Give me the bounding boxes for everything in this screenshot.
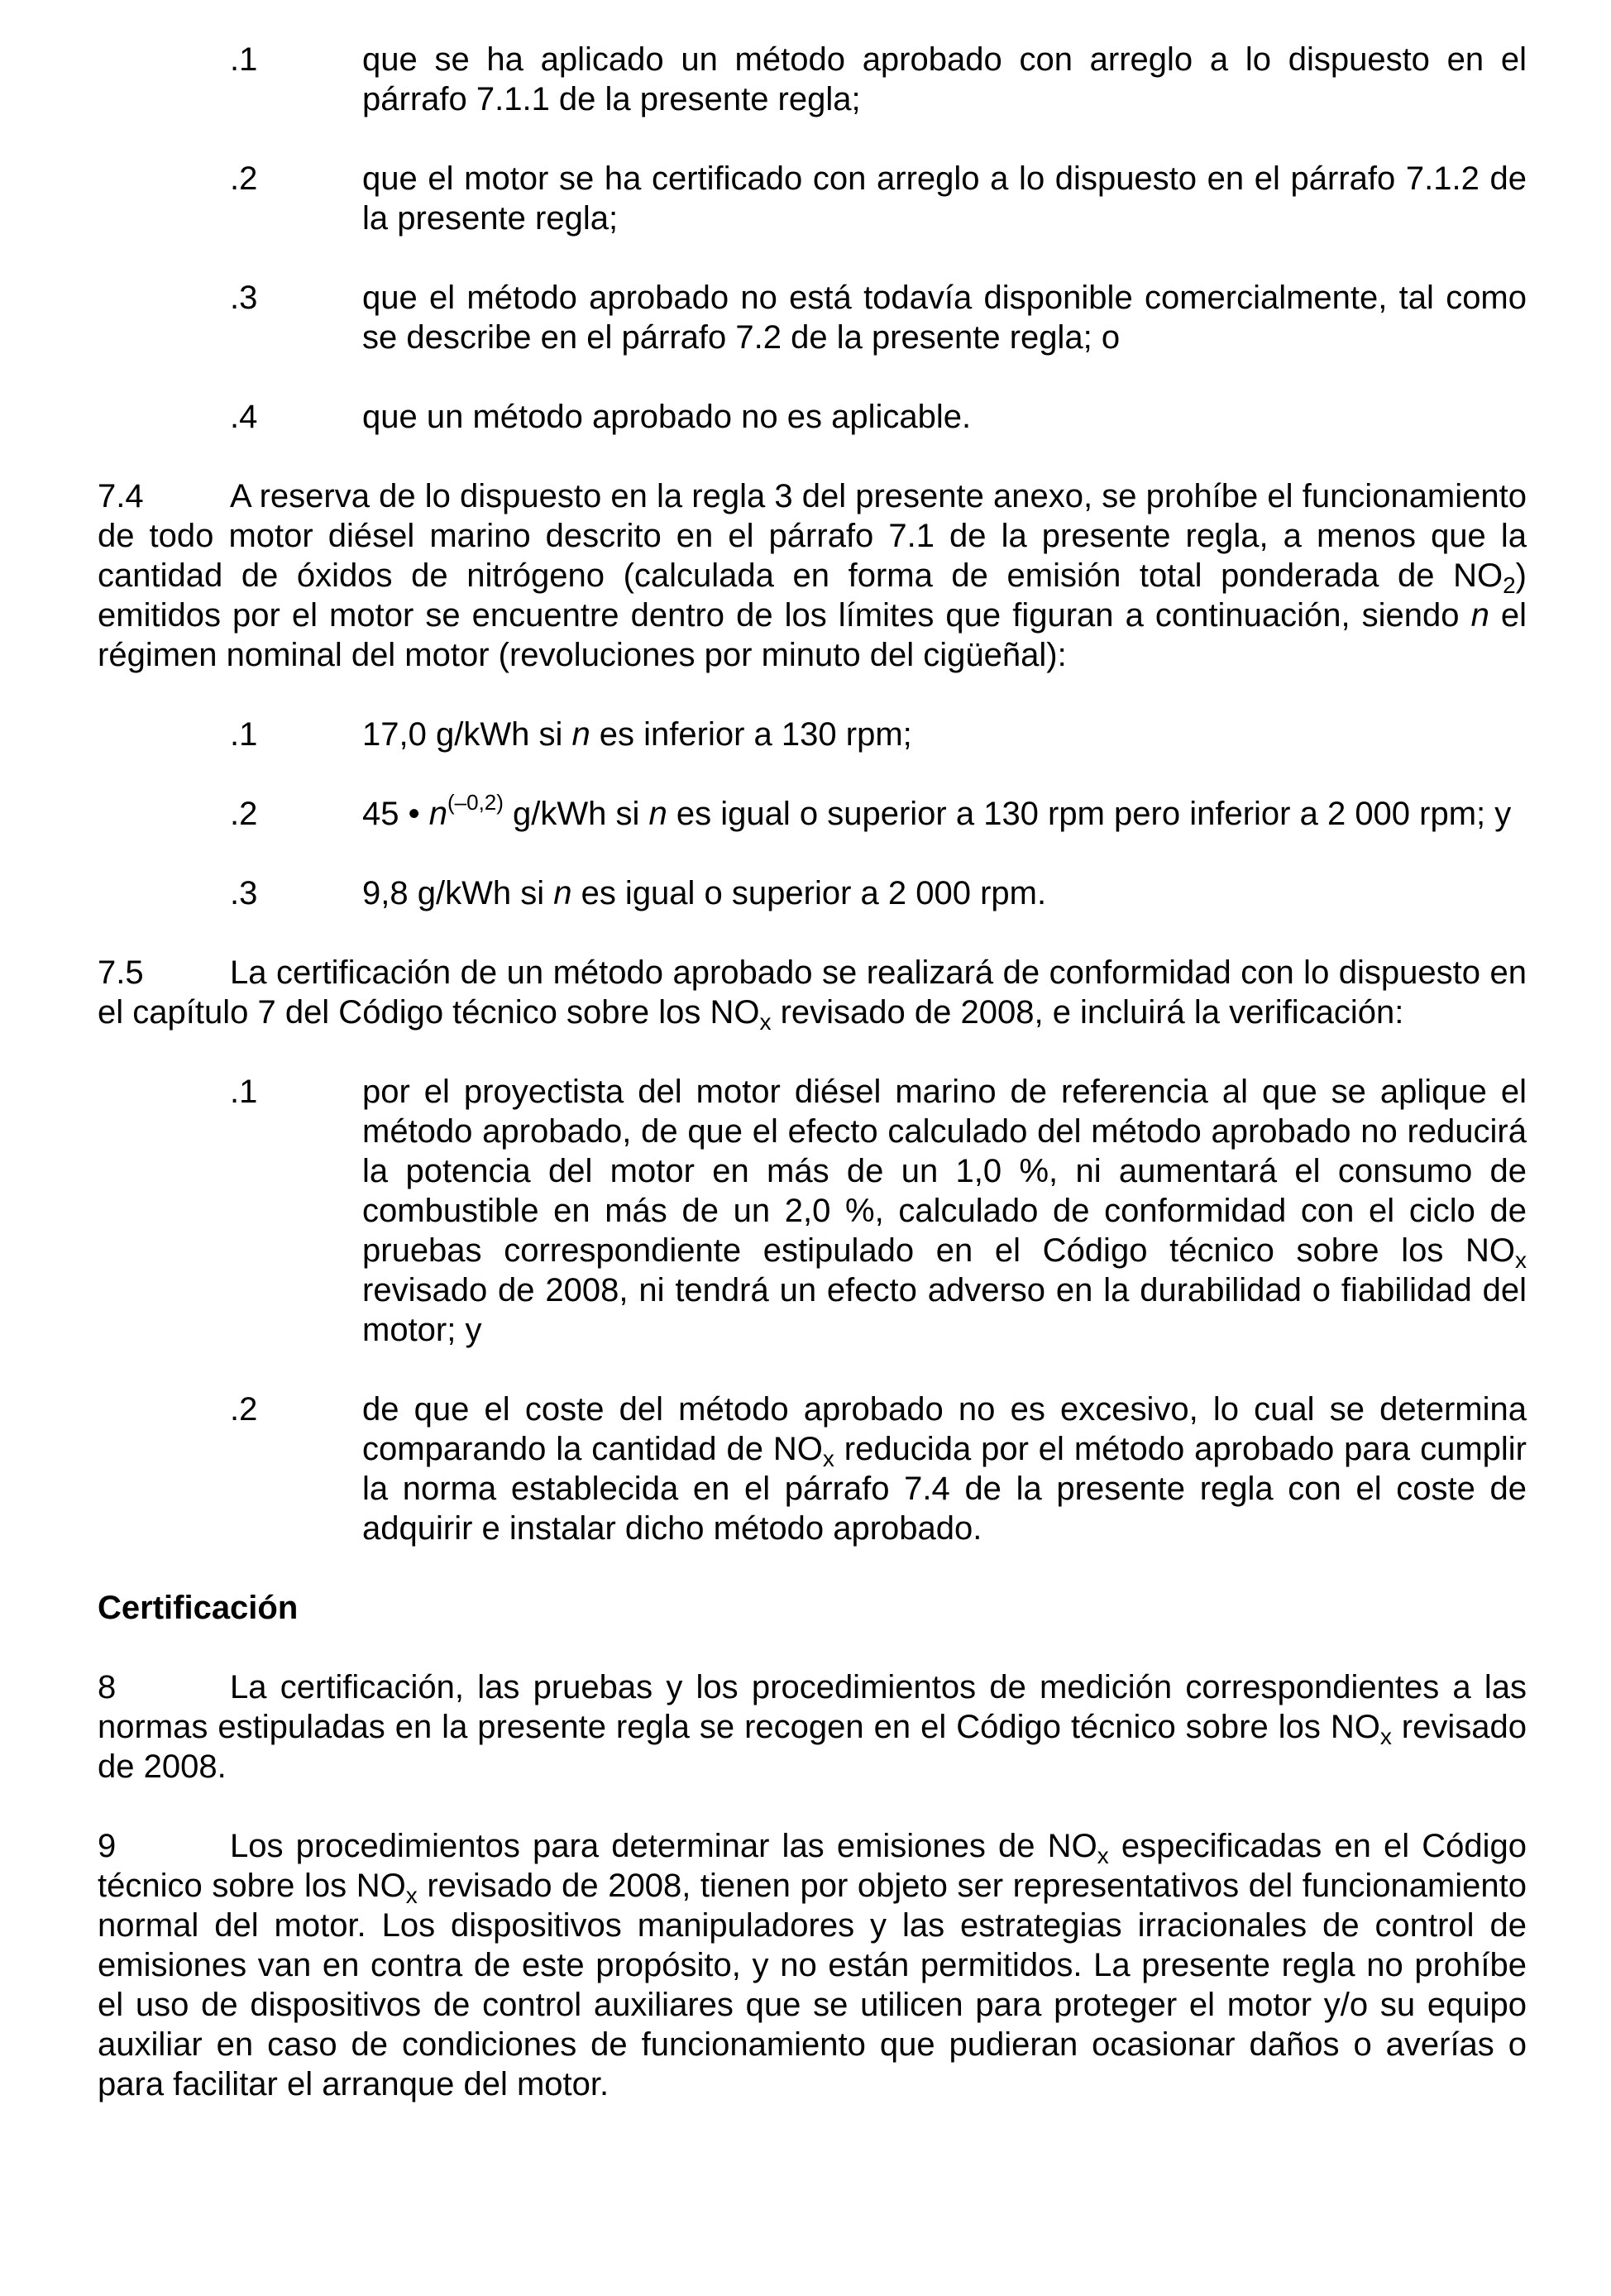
variable-n: n xyxy=(1470,597,1489,634)
paragraph-7-4 xyxy=(98,476,1527,675)
item-number: .3 xyxy=(230,280,258,316)
section-heading: Certificación xyxy=(98,1590,299,1626)
paragraph-9 xyxy=(98,1826,1527,2104)
subscript: x xyxy=(822,1446,834,1471)
paragraph-text: revisado de 2008. xyxy=(98,1709,1527,1785)
item-text: que el método aprobado no está todavía disponible comercialmente, tal como se describe en el párrafo 7.2 de la presente regla; o xyxy=(362,280,1527,356)
list-item xyxy=(230,278,1527,357)
list-item xyxy=(230,159,1527,238)
subscript: x xyxy=(1097,1843,1109,1868)
paragraph-text: A reserva de lo dispuesto en la regla 3 del presente anexo, se prohíbe el funcionamiento de todo motor diésel marino descrito en el párrafo 7.1 de la presente regla, a menos que la cantidad de óxidos de nitrógeno (calculada en forma de emisión total ponderada de NO xyxy=(98,478,1527,594)
item-text: que un método aprobado no es aplicable. xyxy=(362,399,972,435)
paragraph-7-5 xyxy=(98,953,1527,1035)
list-item xyxy=(230,397,1527,437)
list-item xyxy=(230,1390,1527,1548)
subscript: x xyxy=(759,1009,772,1035)
item-text: 9,8 g/kWh si n es igual o superior a 2 000 rpm. xyxy=(362,875,1047,911)
item-number: .2 xyxy=(230,1391,258,1428)
paragraph-number: 9 xyxy=(98,1828,117,1864)
paragraph-8 xyxy=(98,1667,1527,1787)
item-number: .1 xyxy=(230,1074,258,1110)
paragraph-text: revisado de 2008, e incluirá la verificación: xyxy=(771,994,1404,1031)
list-item xyxy=(230,715,1527,754)
list-item xyxy=(230,40,1527,119)
item-number: .1 xyxy=(230,716,258,753)
subscript: x xyxy=(1515,1247,1527,1273)
list-item xyxy=(230,1072,1527,1350)
paragraph-text: Los procedimientos para determinar las emisiones de NO xyxy=(230,1828,1097,1864)
paragraph-text: especificadas en el Código técnico sobre los NO xyxy=(98,1828,1527,1904)
item-number: .4 xyxy=(230,399,258,435)
paragraph-text: el régimen nominal del motor (revoluciones por minuto del cigüeñal): xyxy=(98,597,1527,673)
item-text: que el motor se ha certificado con arreglo a lo dispuesto en el párrafo 7.1.2 de la presente regla; xyxy=(362,160,1527,237)
variable-n: n xyxy=(428,796,447,832)
item-text: por el proyectista del motor diésel marino de referencia al que se aplique el método aprobado, de que el efecto calculado del método aprobado no reducirá la potencia del motor en más de un 1,0 %, ni aumentará el consumo de combustible en más de un 2,0 %, calculado de conformidad con el ciclo de pruebas correspondiente estipulado en el Código técnico sobre los $NO_x$ revisado de 2008, ni tendrá un efecto adverso en la durabilidad o fiabilidad del motor; y xyxy=(362,1074,1527,1348)
item-text: 17,0 g/kWh si n es inferior a 130 rpm; xyxy=(362,716,912,753)
variable-n: n xyxy=(553,875,572,911)
subscript: x xyxy=(1379,1724,1392,1749)
list-item xyxy=(230,790,1527,834)
subscript: 2 xyxy=(1503,572,1516,598)
subscript: x xyxy=(405,1882,418,1908)
list-item xyxy=(230,873,1527,913)
paragraph-text: La certificación, las pruebas y los procedimientos de medición correspondientes a las normas estipuladas en la presente regla se recogen en el Código técnico sobre los NO xyxy=(98,1669,1527,1745)
item-number: .1 xyxy=(230,41,258,78)
item-number: .3 xyxy=(230,875,258,911)
superscript: (–0,2) xyxy=(447,790,504,815)
item-number: .2 xyxy=(230,160,258,197)
variable-n: n xyxy=(648,796,667,832)
paragraph-number: 7.4 xyxy=(98,478,144,514)
document-page xyxy=(98,40,1527,2144)
item-text: de que el coste del método aprobado no es excesivo, lo cual se determina comparando la cantidad de $NO_x$ reducida por el método aprobado para cumplir la norma establecida en el párrafo 7.4 de la presente regla con el coste de adquirir e instalar dicho método aprobado. xyxy=(362,1391,1527,1547)
paragraph-number: 8 xyxy=(98,1669,117,1705)
item-text: 45 • $n^{(-0,2)}$ g/kWh si n es igual o superior a 130 rpm pero inferior a 2 000 rpm; y xyxy=(362,790,1512,832)
paragraph-number: 7.5 xyxy=(98,954,144,991)
item-text: que se ha aplicado un método aprobado con arreglo a lo dispuesto en el párrafo 7.1.1 de la presente regla; xyxy=(362,41,1527,117)
paragraph-text: ) emitidos por el motor se encuentre dentro de los límites que figuran a continuación, siendo xyxy=(98,557,1527,634)
variable-n: n xyxy=(571,716,590,753)
item-number: .2 xyxy=(230,796,258,832)
paragraph-text: revisado de 2008, tienen por objeto ser representativos del funcionamiento normal del motor. Los dispositivos manipuladores y las estrategias irracionales de control de emisiones van en contra de este propósito, y no están permitidos. La presente regla no prohíbe el uso de dispositivos de control auxiliares que se utilicen para proteger el motor y/o su equipo auxiliar en caso de condiciones de funcionamiento que pudieran ocasionar daños o averías o para facilitar el arranque del motor. xyxy=(98,1868,1527,2102)
paragraph-text: La certificación de un método aprobado se realizará de conformidad con lo dispuesto en el capítulo 7 del Código técnico sobre los NO xyxy=(98,954,1527,1031)
